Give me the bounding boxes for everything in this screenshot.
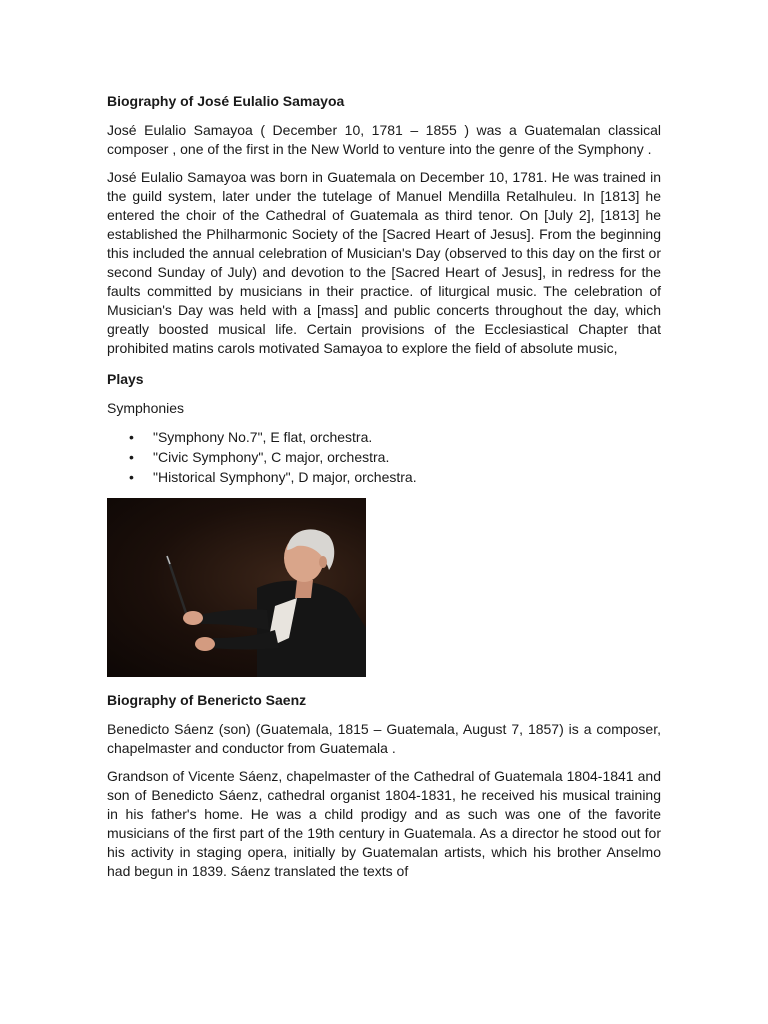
list-item-text: "Historical Symphony", D major, orchestra.: [153, 469, 417, 485]
bullet-icon: •: [129, 449, 134, 465]
hand-shape: [195, 637, 215, 651]
list-item: [107, 467, 661, 487]
symphonies-subheading: Symphonies: [107, 400, 185, 416]
list-item: [107, 427, 661, 447]
plays-heading: Plays: [107, 371, 144, 387]
baton-shape: [167, 556, 187, 616]
symphony-list: [107, 427, 661, 487]
arm-left-shape: [211, 630, 279, 650]
list-item: [107, 447, 661, 467]
saenz-intro-paragraph: Benedicto Sáenz (son) (Guatemala, 1815 – Guatemala, August 7, 1857) is a composer, chapelmaster and conductor from Guatemala .: [107, 721, 661, 756]
arm-right-shape: [201, 609, 269, 630]
saenz-biography-paragraph: Grandson of Vicente Sáenz, chapelmaster of the Cathedral of Guatemala 1804-1841 and son of Benedicto Sáenz, cathedral organist 1804-1831, he received his musical training in his father's home. He was a child prodigy and as such was one of the favorite musicians of the first part of the 19th century in Guatemala. As a director he stood out for his activity in staging opera, initially by Guatemalan artists, which his brother Anselmo had begun in 1839. Sáenz translated the texts of: [107, 768, 661, 879]
section-title-saenz: Biography of Benericto Saenz: [107, 692, 307, 708]
bullet-icon: •: [129, 429, 134, 445]
list-item-text: "Symphony No.7", E flat, orchestra.: [153, 429, 373, 445]
hand-shape: [183, 611, 203, 625]
section-title-samayoa: Biography of José Eulalio Samayoa: [107, 93, 345, 109]
bullet-icon: •: [129, 469, 134, 485]
conductor-photo: [107, 498, 366, 677]
conductor-illustration: [107, 498, 366, 677]
list-item-text: "Civic Symphony", C major, orchestra.: [153, 449, 390, 465]
samayoa-biography-paragraph: José Eulalio Samayoa was born in Guatemala on December 10, 1781. He was trained in the guild system, later under the tutelage of Manuel Mendilla Retalhuleu. In [1813] he entered the choir of the Cathedral of Guatemala as third tenor. On [July 2], [1813] he established the Philharmonic Society of the [Sacred Heart of Jesus]. From the beginning this included the annual celebration of Musician's Day (observed to this day on the first or second Sunday of July) and devotion to the [Sacred Heart of Jesus], in redress for the faults committed by musicians in their practice. of liturgical music. The celebration of Musician's Day was held with a [mass] and public concerts throughout the day, which greatly boosted musical life. Certain provisions of the Ecclesiastical Chapter that prohibited matins carols motivated Samayoa to explore the field of absolute music,: [107, 169, 661, 356]
samayoa-intro-paragraph: José Eulalio Samayoa ( December 10, 1781 – 1855 ) was a Guatemalan classical composer , one of the first in the New World to venture into the genre of the Symphony .: [107, 122, 661, 157]
document-page: [107, 92, 661, 890]
